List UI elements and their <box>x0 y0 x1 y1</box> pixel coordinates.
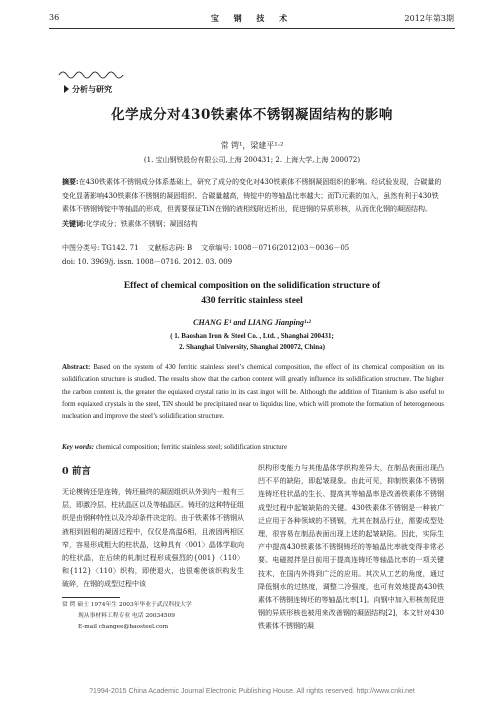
abstract-cn <box>62 175 442 231</box>
abstract-en-label: Abstract: <box>62 363 91 371</box>
doc-code: 文献标志码: B <box>147 244 193 252</box>
keywords-en-label: Key words: <box>62 443 95 451</box>
article-number: 文章编号: 1008－0716(2012)03－0036－05 <box>201 244 350 252</box>
abstract-cn-text: 在430铁素体不锈钢成分体系基础上，研究了成分的变化对430铁素体不锈钢凝固组织的影响。经试验发现，合碳量的变化显著影响430铁素体不锈钢的凝固组织、合碳量越高，铸锭中的等轴晶比率越大；而Ti元素的加入，虽然有利于430铁素体不锈钢铸锭中等轴晶的形成，但需要保证TiN在钢的液相线附近析出，促进钢的异质形核，从而优化钢的凝固结构。 <box>62 178 442 213</box>
footnote-rule <box>62 597 120 598</box>
authors-cn: 常 锷¹，梁建平¹·² <box>220 141 284 150</box>
abstract-cn-label: 摘要: <box>62 177 79 186</box>
issue-info: 2012年第3期 <box>404 14 454 23</box>
intro-heading: 0 前言 <box>62 466 91 477</box>
affiliation-en-line: ( 1. Baoshan Iron & Steel Co. , Ltd. , Shanghai 200431; <box>170 332 334 340</box>
keywords-cn-label: 关键词: <box>62 218 86 228</box>
triangle-icon <box>64 85 69 93</box>
header-rule <box>49 28 455 29</box>
intro-right-column: 织构形变能力与其他晶体学织构差异大，在制品表面出现凸凹不平的缺陷，即起皱现象。由此可见，抑制铁素体不锈钢连铸坯柱状晶的生长、提高其等轴晶率是改善铁素体不锈钢成型过程中起皱缺陷的关键。430铁素体不锈钢是一种被广泛应用于各种领域的不锈钢，尤其在制品行业，需要成型处理，很容易在制品表面出现上述的起皱缺陷。因此，实际生产中提高430铁素体不锈钢铸坯的等轴晶比率就变得非常必要。电磁搅拌是目前用于提高连铸坯等轴晶比率的一项关键技术，在国内外得到广泛的应用。其次从工艺的角度，通过降低钢水的过热度，调整二冷强度，也可有效地提高430铁素体不锈钢连铸坯的等轴晶比率[1]。向钢中加入形核剂促进钢的异质形核也被用来改善钢的凝固结构[2]，本文针对430铁素体不锈钢的凝 <box>258 464 444 631</box>
classification: 中图分类号: TG142. 71 <box>62 244 139 252</box>
footnote-line: E-mail changee@baosteel.com <box>78 624 169 630</box>
journal-name: 宝 钢 技 术 <box>210 13 294 23</box>
affiliation-en-line: 2. Shanghai University, Shanghai 200072, China) <box>179 343 325 351</box>
affiliation-cn: (1. 宝山钢铁股份有限公司,上海 200431; 2. 上海大学,上海 200072) <box>143 156 361 164</box>
keywords-cn-text: 化学成分；铁素体不锈钢；凝固结构 <box>85 219 198 228</box>
article-title-en <box>0 279 504 309</box>
section-label: 分析与研究 <box>64 84 112 95</box>
doi: doi: 10. 3969/j. issn. 1008－0716. 2012. 03. 009 <box>62 258 233 266</box>
author-footnote <box>62 600 244 633</box>
title-en-line: Effect of chemical composition on the solidification structure of <box>123 281 381 291</box>
section-ornament-icon <box>57 68 127 82</box>
keywords-en-text: chemical composition; ferritic stainless steel; solidification structure <box>95 443 288 451</box>
keywords-en <box>62 443 444 451</box>
title-en-line: 430 ferritic stainless steel <box>201 296 303 306</box>
classification-line <box>62 243 349 253</box>
page-number: 36 <box>49 13 60 22</box>
abstract-en-text: Based on the system of 430 ferritic stainless steel’s chemical composition, the effect of its chemical composition on its solidification structure is studied. The results show that the carbon content will greatly influence its solidification structure. The higher the carbon content is, the greater the equiaxed crystal ratio in its cast ingot will be. Although the addition of Titanium is also useful to form equiaxed crystals in the steel, TiN should be precipitated near to liquidus line, which will promote the formation of heterogeneous nucleation and improve the steel’s solidification structure. <box>62 363 444 421</box>
article-title-cn: 化学成分对430铁素体不锈钢凝固结构的影响 <box>111 107 393 123</box>
running-header <box>0 13 504 27</box>
copyright-footer: ?1994-2015 China Academic Journal Electronic Publishing House. All rights reserved. http://www.cnki.net <box>89 688 415 695</box>
footnote-line: 常 锷 硕士 1974年生 2003年毕业于武汉科技大学 <box>62 602 192 608</box>
authors-en: CHANG E¹ and LIANG Jianping¹·² <box>193 318 311 327</box>
footnote-line: 现从事材料工程专业 电话 20034509 <box>78 613 175 619</box>
abstract-en <box>62 361 444 422</box>
intro-left-column: 无论模铸还是连铸，铸坯最终的凝固组织从外到内一般有三层，即激冷层、柱状晶区以及等轴晶区。铸坯的这种特征组织是由钢种特性以及冷却条件决定的。由于铁素体不锈钢从液相到固相的凝固过程中，仅仅是高温δ相，且液固两相区窄，容易形成粗大的柱状晶，这种具有〈001〉晶体学取向的柱状晶，在后续的轧制过程形成强烈的{001}〈110〉和{112}〈110〉织构，即使退火，也很难使该织构发生破碎，在钢的成型过程中该 <box>62 488 244 589</box>
